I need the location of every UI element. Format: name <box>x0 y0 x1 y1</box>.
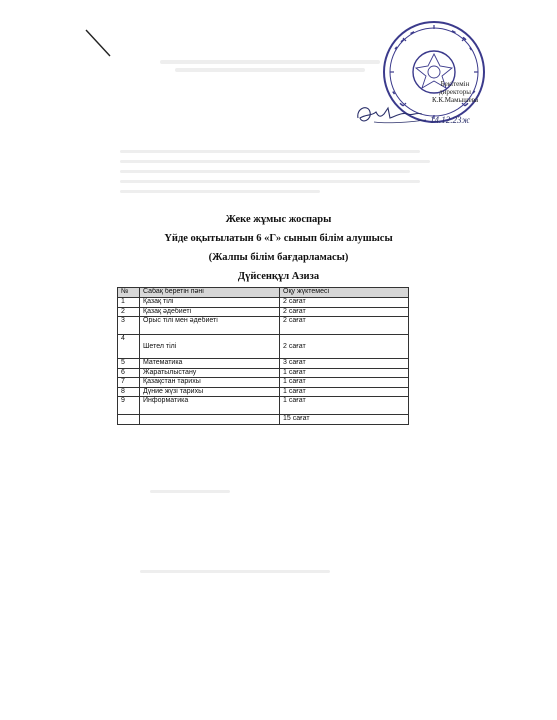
table-row <box>118 397 409 415</box>
bleed-through-text <box>150 490 230 493</box>
bleed-through-text <box>120 170 410 173</box>
document-title: Жеке жұмыс жоспары <box>225 214 332 225</box>
student-name: Дүйсенқұл Азиза <box>237 271 320 282</box>
table-row <box>118 317 409 335</box>
row-number: 9 <box>118 397 140 415</box>
row-subject: Математика <box>140 359 280 369</box>
document-subtitle: Үйде оқытылатын 6 «Г» сынып білім алушысы <box>164 233 393 244</box>
bleed-through-text <box>120 180 420 183</box>
approval-role: Бекітемін <box>440 80 470 88</box>
row-hours: 3 сағат <box>280 359 409 369</box>
row-number: 6 <box>118 368 140 378</box>
approval-date: 14.12.23ж <box>430 115 470 125</box>
total-number-cell <box>118 415 140 425</box>
bleed-through-text <box>160 60 380 64</box>
row-hours: 1 сағат <box>280 368 409 378</box>
row-subject: Шетел тілі <box>140 335 280 359</box>
table-row <box>118 307 409 317</box>
row-subject: Информатика <box>140 397 280 415</box>
table-row <box>118 359 409 369</box>
bleed-through-text <box>120 190 320 193</box>
approval-position: директоры <box>439 88 471 96</box>
row-number: 7 <box>118 378 140 388</box>
pen-stroke-mark <box>84 28 114 60</box>
row-number: 2 <box>118 307 140 317</box>
subjects-table <box>117 287 409 425</box>
table-total-row <box>118 415 409 425</box>
row-subject: Орыс тілі мен әдебиеті <box>140 317 280 335</box>
table-row <box>118 368 409 378</box>
row-number: 8 <box>118 387 140 397</box>
row-subject: Қазақстан тарихы <box>140 378 280 388</box>
bleed-through-text <box>175 68 365 72</box>
table-header-row <box>118 288 409 298</box>
row-hours: 2 сағат <box>280 298 409 308</box>
row-subject: Қазақ тілі <box>140 298 280 308</box>
table-row <box>118 387 409 397</box>
row-subject: Жаратылыстану <box>140 368 280 378</box>
total-subject-cell <box>140 415 280 425</box>
row-number: 4 <box>118 335 140 359</box>
table-row <box>118 378 409 388</box>
row-hours: 2 сағат <box>280 317 409 335</box>
approval-name: К.К.Мамышева <box>431 96 479 104</box>
row-subject: Дүние жүзі тарихы <box>140 387 280 397</box>
row-hours: 1 сағат <box>280 387 409 397</box>
row-subject: Қазақ әдебиеті <box>140 307 280 317</box>
table-row <box>118 298 409 308</box>
total-hours: 15 сағат <box>280 415 409 425</box>
bleed-through-text <box>120 160 430 163</box>
column-header-number: № <box>118 288 140 298</box>
row-number: 5 <box>118 359 140 369</box>
column-header-subject: Сабақ беретін пәні <box>140 288 280 298</box>
column-header-hours: Оқу жүктемесі <box>280 288 409 298</box>
row-hours: 1 сағат <box>280 378 409 388</box>
row-hours: 2 сағат <box>280 335 409 359</box>
row-hours: 2 сағат <box>280 307 409 317</box>
bleed-through-text <box>140 570 330 573</box>
row-hours: 1 сағат <box>280 397 409 415</box>
row-number: 3 <box>118 317 140 335</box>
program-label: (Жалпы білім бағдарламасы) <box>208 252 349 263</box>
bleed-through-text <box>120 150 420 153</box>
row-number: 1 <box>118 298 140 308</box>
table-row <box>118 335 409 359</box>
